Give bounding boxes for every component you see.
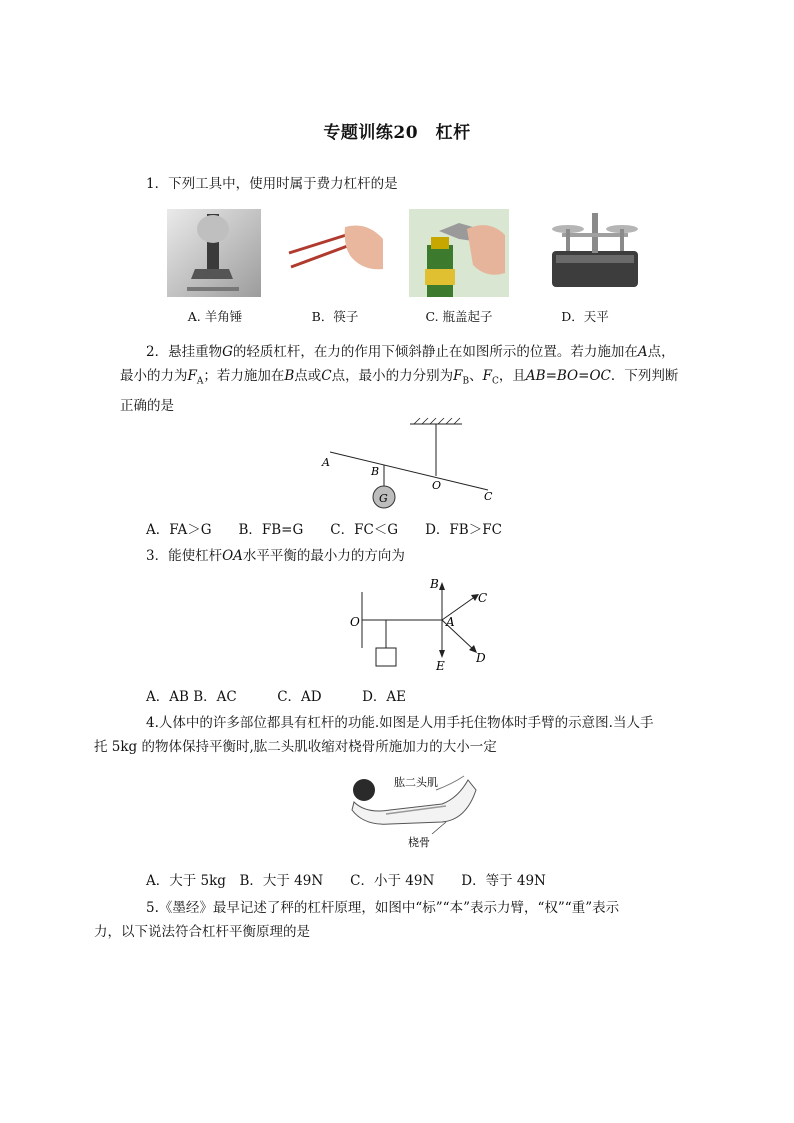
hammer-photo (167, 209, 261, 297)
arm-diagram-q4 (346, 770, 478, 850)
hammer-icon (167, 209, 261, 297)
label-g: G (379, 492, 388, 505)
chopsticks-photo (287, 209, 383, 297)
question-3-stem: 3．能使杠杆OA水平平衡的最小力的方向为 (146, 548, 405, 564)
label-b: B (430, 577, 439, 591)
question-5-stem: 5.《墨经》最早记述了秤的杠杆原理，如图中“标”“本”表示力臂，“权”“重”表示 力，以下说法符合杠杆平衡原理的是 (94, 900, 620, 940)
option-b-label: B．筷子 (311, 309, 359, 324)
question-4-stem: 4.人体中的许多部位都具有杠杆的功能.如图是人用手托住物体时手臂的示意图.当人手 托 5kg 的物体保持平衡时,肱二头肌收缩对桡骨所施加力的大小一定 (94, 715, 654, 755)
label-o: O (350, 615, 360, 629)
option-a-label: A. 羊角锤 (187, 309, 243, 324)
chopsticks-icon (287, 209, 383, 297)
question-2-stem: 2．悬挂重物G的轻质杠杆，在力的作用下倾斜静止在如图所示的位置。若力施加在A点，最小的力为$F_A$；若力施加在B点或C点，最小的力分别为$F_B$、$F_C$，且AB=BO=OC．下列判断正确的是 (120, 344, 679, 414)
label-c: C (484, 490, 493, 503)
label-biceps: 肱二头肌 (394, 776, 438, 789)
label-e: E (436, 659, 445, 673)
label-o: O (432, 479, 442, 492)
balance-photo (546, 205, 644, 297)
bottle-opener-icon (409, 209, 509, 297)
option-c-label: C. 瓶盖起子 (425, 309, 493, 324)
balance-scale-icon (546, 205, 644, 297)
label-radius: 桡骨 (408, 836, 430, 849)
label-d: D (476, 651, 486, 665)
label-c: C (478, 591, 488, 605)
label-a: A (322, 456, 330, 469)
label-b: B (371, 465, 380, 478)
lever-diagram-q2 (316, 416, 506, 516)
question-2-options: A．FA＞G B．FB=G C．FC＜G D．FB＞FC (146, 522, 502, 538)
question-3-options: A．AB B．AC C．AD D．AE (146, 689, 407, 705)
option-d-label: D．天平 (561, 309, 609, 324)
question-4-options: A．大于 5kg B．大于 49N C．小于 49N D．等于 49N (146, 873, 546, 889)
question-1-stem: 1．下列工具中，使用时属于费力杠杆的是 (146, 176, 398, 192)
page-title: 专题训练20 杠杆 (323, 123, 471, 143)
ball-icon (353, 779, 375, 801)
label-a: A (446, 615, 455, 629)
bottle-opener-photo (409, 209, 509, 297)
lever-diagram-q3 (344, 574, 494, 674)
